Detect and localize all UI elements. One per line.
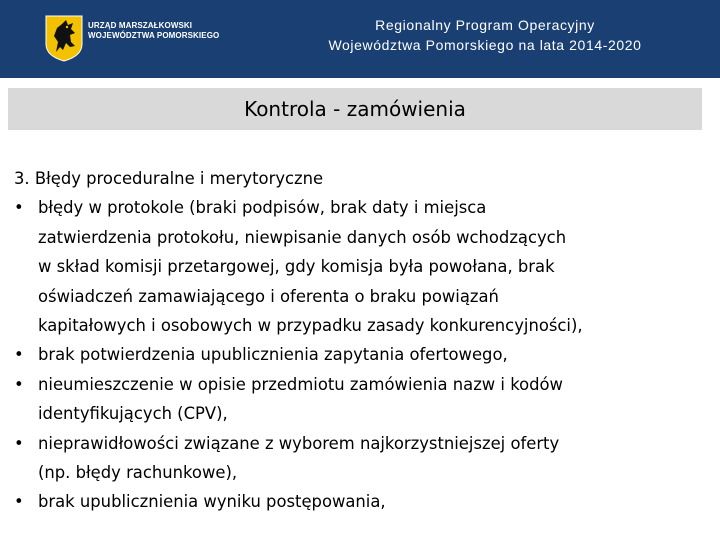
bullet-symbol: •: [14, 198, 24, 218]
program-title-line-2: Województwa Pomorskiego na lata 2014-2020: [328, 37, 642, 53]
bullet-symbol: •: [14, 345, 24, 365]
bullet-symbol: •: [14, 374, 24, 394]
griffin-emblem-icon: [44, 14, 84, 62]
program-title: [270, 15, 700, 55]
program-title-line-1: Regionalny Program Operacyjny: [375, 17, 595, 33]
slide-title: Kontrola - zamówienia: [244, 97, 466, 121]
bullet-item: [14, 340, 714, 369]
logo-text: [88, 21, 219, 41]
logo-line-2: WOJEWÓDZTWA POMORSKIEGO: [88, 31, 220, 40]
bullet-line: brak potwierdzenia upublicznienia zapytania ofertowego,: [38, 345, 508, 365]
content-body: [14, 164, 714, 517]
bullet-line: oświadczeń zamawiającego i oferenta o braku powiązań: [38, 286, 499, 306]
bullet-line: błędy w protokole (braki podpisów, brak daty i miejsca: [38, 198, 487, 218]
logo-line-1: URZĄD MARSZAŁKOWSKI: [88, 21, 193, 30]
bullet-item: [14, 429, 714, 488]
bullet-item: [14, 193, 714, 340]
bullet-line: zatwierdzenia protokołu, niewpisanie danych osób wchodzących: [38, 227, 567, 247]
bullet-line: identyfikujących (CPV),: [38, 404, 228, 424]
section-heading: 3. Błędy proceduralne i merytoryczne: [14, 169, 324, 188]
bullet-line: (np. błędy rachunkowe),: [38, 463, 238, 483]
bullet-list: [14, 193, 714, 516]
bullet-item: [14, 370, 714, 429]
bullet-line: brak upublicznienia wyniku postępowania,: [38, 492, 386, 512]
bullet-line: kapitałowych i osobowych w przypadku zasady konkurencyjności),: [38, 316, 583, 336]
bullet-line: w skład komisji przetargowej, gdy komisja była powołana, brak: [38, 257, 555, 277]
bullet-item: [14, 487, 714, 516]
bullet-line: nieumieszczenie w opisie przedmiotu zamówienia nazw i kodów: [38, 374, 563, 394]
bullet-symbol: •: [14, 433, 24, 453]
bullet-line: nieprawidłowości związane z wyborem najkorzystniejszej oferty: [38, 433, 560, 453]
header-bar: [0, 0, 720, 78]
bullet-symbol: •: [14, 492, 24, 512]
